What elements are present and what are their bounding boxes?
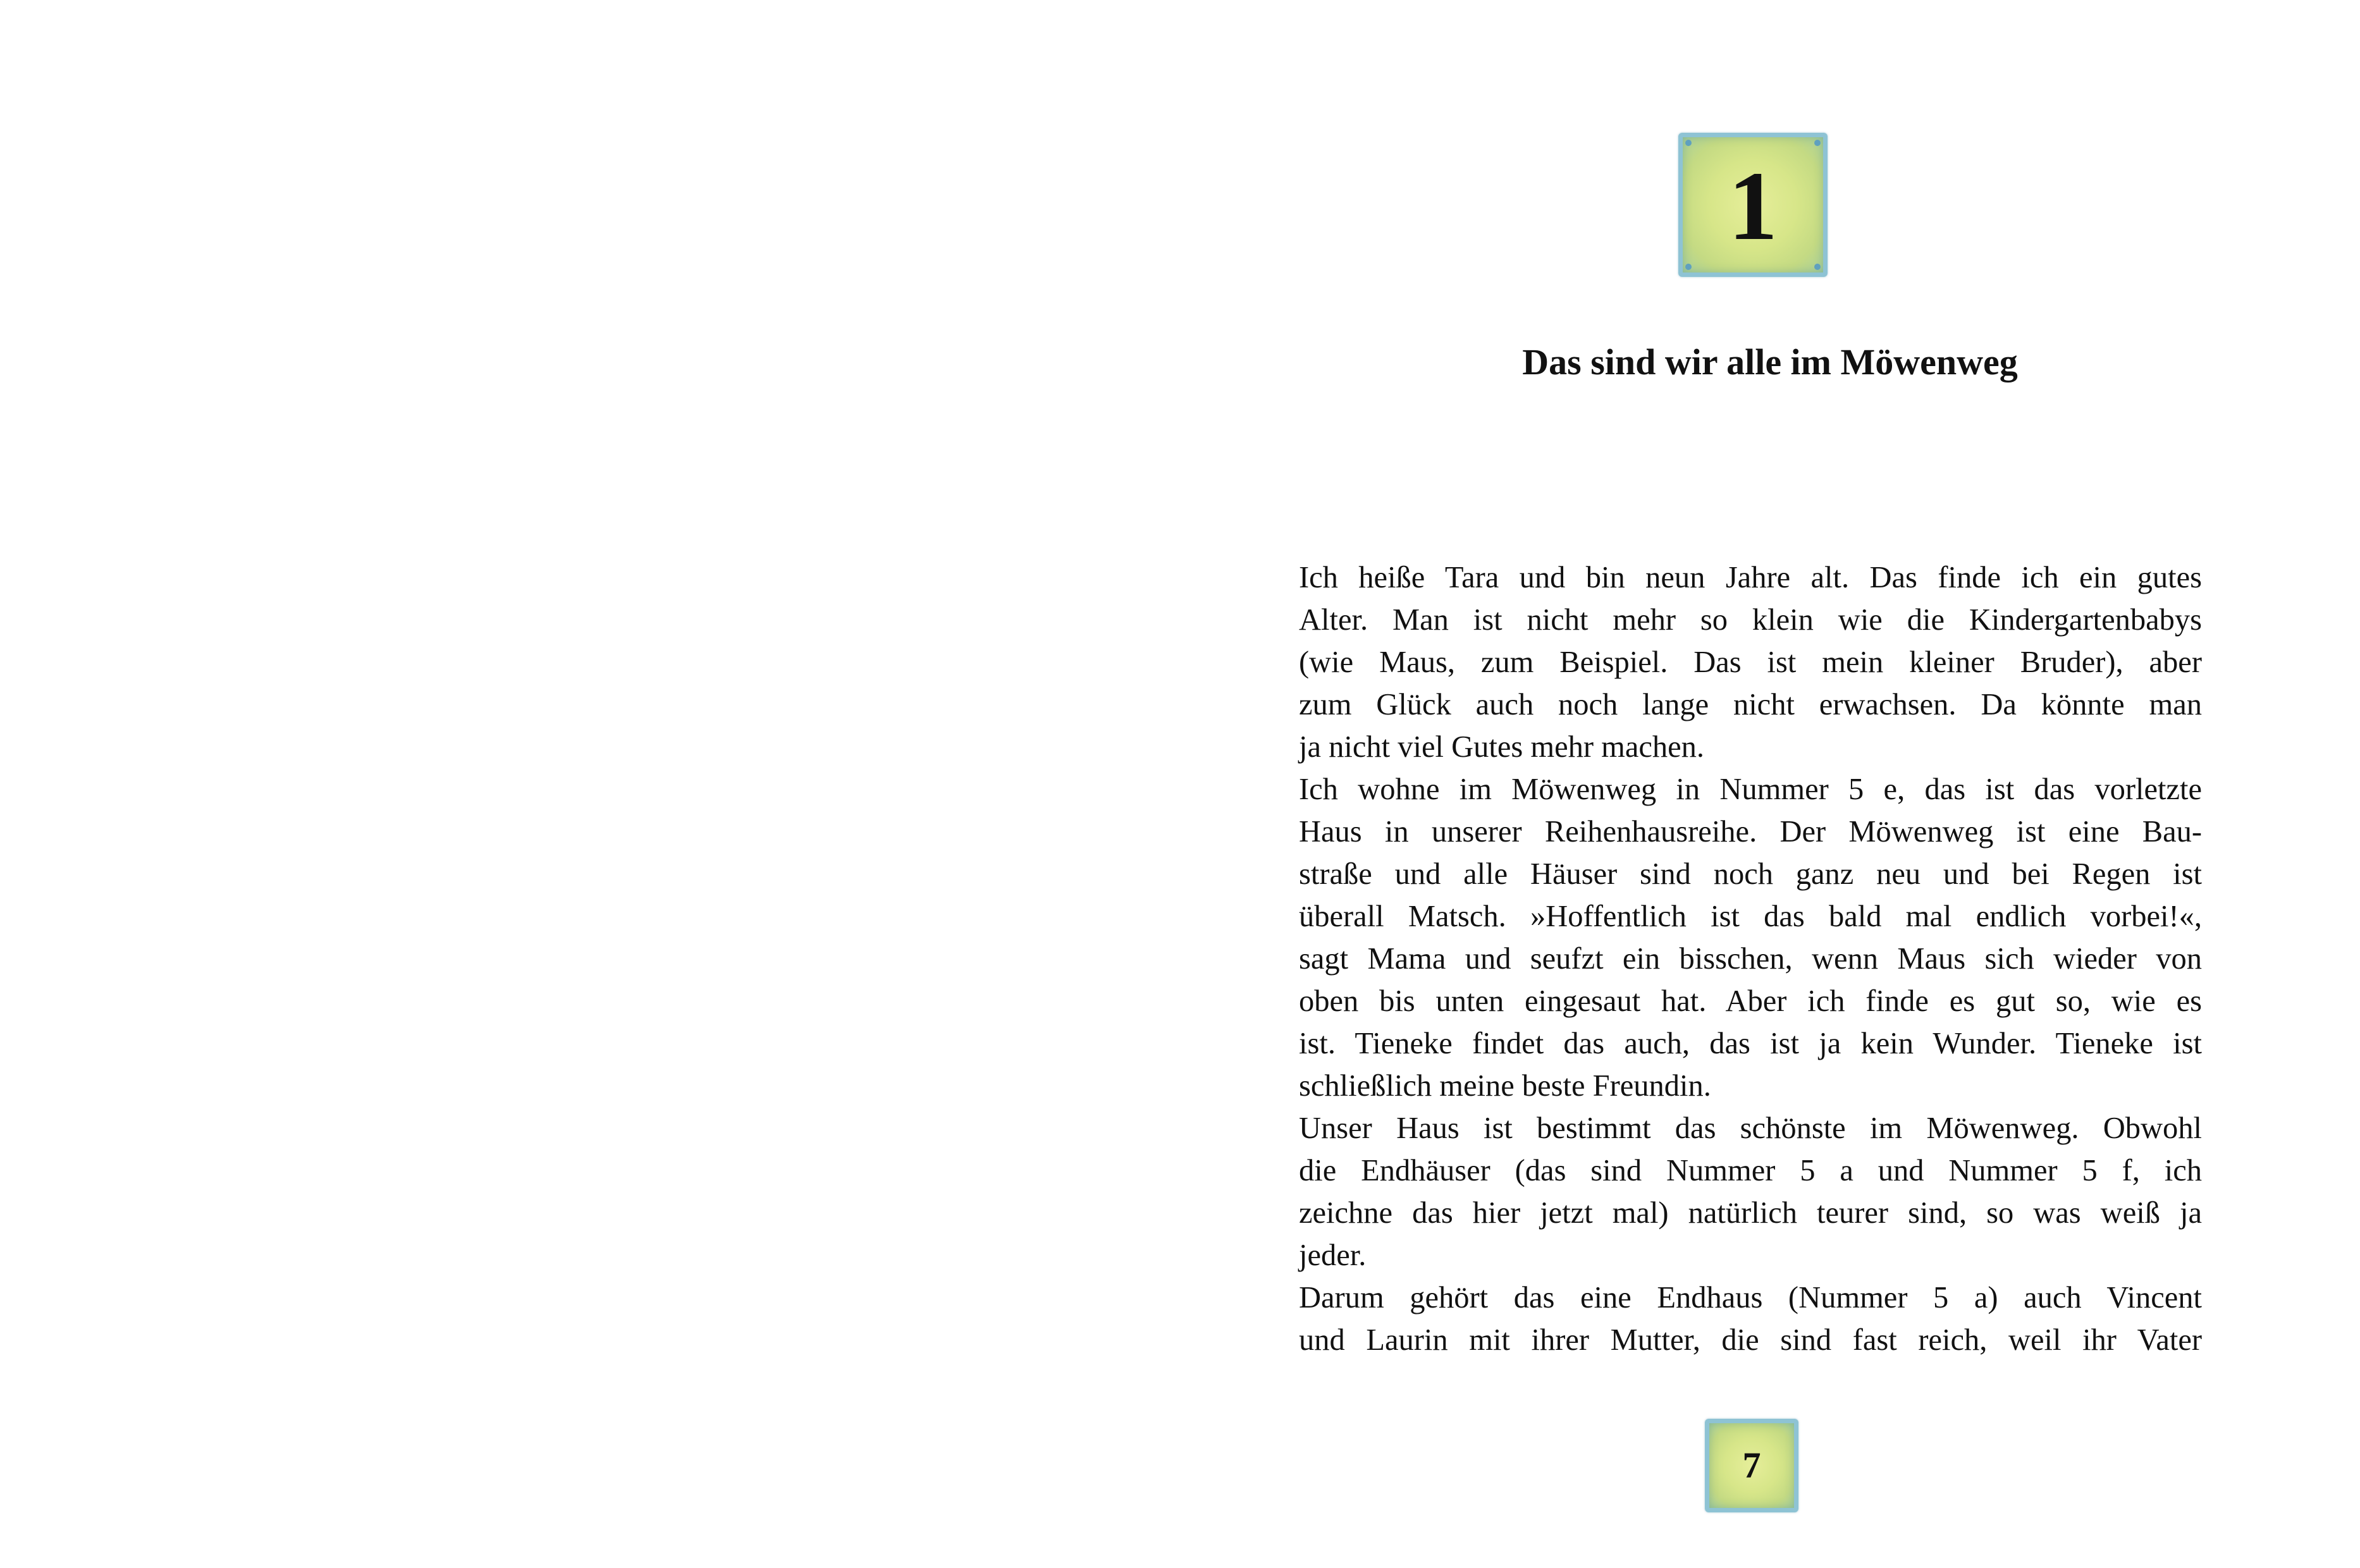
text-line: jeder. (1299, 1239, 1367, 1272)
text-line: oben bis unten eingesaut hat. Aber ich finde es gut so, wie es (1299, 984, 2202, 1018)
page-number: 7 (1742, 1445, 1761, 1486)
text-line: Alter. Man ist nicht mehr so klein wie die Kindergartenbabys (1299, 603, 2202, 637)
text-line: ist. Tieneke findet das auch, das ist ja kein Wunder. Tieneke ist (1299, 1027, 2202, 1060)
body-text (1299, 556, 2202, 1361)
tile-corner-dot (1685, 140, 1692, 146)
text-line: überall Matsch. »Hoffentlich ist das bald mal endlich vorbei!«, (1299, 900, 2202, 933)
chapter-number-tile (1678, 133, 1828, 277)
text-line: ja nicht viel Gutes mehr machen. (1299, 730, 1705, 764)
text-line: sagt Mama und seufzt ein bisschen, wenn Maus sich wieder von (1299, 942, 2202, 976)
tile-corner-dot (1814, 264, 1821, 270)
text-line: (wie Maus, zum Beispiel. Das ist mein kleiner Bruder), aber (1299, 646, 2202, 679)
text-line: Haus in unserer Reihenhausreihe. Der Möwenweg ist eine Bau- (1299, 815, 2202, 848)
text-line: schließlich meine beste Freundin. (1299, 1069, 1711, 1103)
text-line: zum Glück auch noch lange nicht erwachsen. Da könnte man (1299, 688, 2202, 721)
page-number-tile (1705, 1419, 1798, 1512)
text-line: Darum gehört das eine Endhaus (Nummer 5 a) auch Vincent (1299, 1281, 2202, 1314)
text-line: Unser Haus ist bestimmt das schönste im Möwenweg. Obwohl (1299, 1112, 2202, 1145)
text-line: die Endhäuser (das sind Nummer 5 a und Nummer 5 f, ich (1299, 1154, 2202, 1187)
chapter-title: Das sind wir alle im Möwenweg (1522, 341, 2018, 383)
text-line: Ich wohne im Möwenweg in Nummer 5 e, das ist das vorletzte (1299, 773, 2202, 806)
text-line: straße und alle Häuser sind noch ganz neu und bei Regen ist (1299, 857, 2202, 891)
text-line: und Laurin mit ihrer Mutter, die sind fast reich, weil ihr Vater (1299, 1323, 2202, 1357)
text-line: zeichne das hier jetzt mal) natürlich teurer sind, so was weiß ja (1299, 1196, 2202, 1230)
tile-corner-dot (1814, 140, 1821, 146)
chapter-number: 1 (1728, 151, 1778, 260)
text-line: Ich heiße Tara und bin neun Jahre alt. Das finde ich ein gutes (1299, 561, 2202, 594)
tile-corner-dot (1685, 264, 1692, 270)
